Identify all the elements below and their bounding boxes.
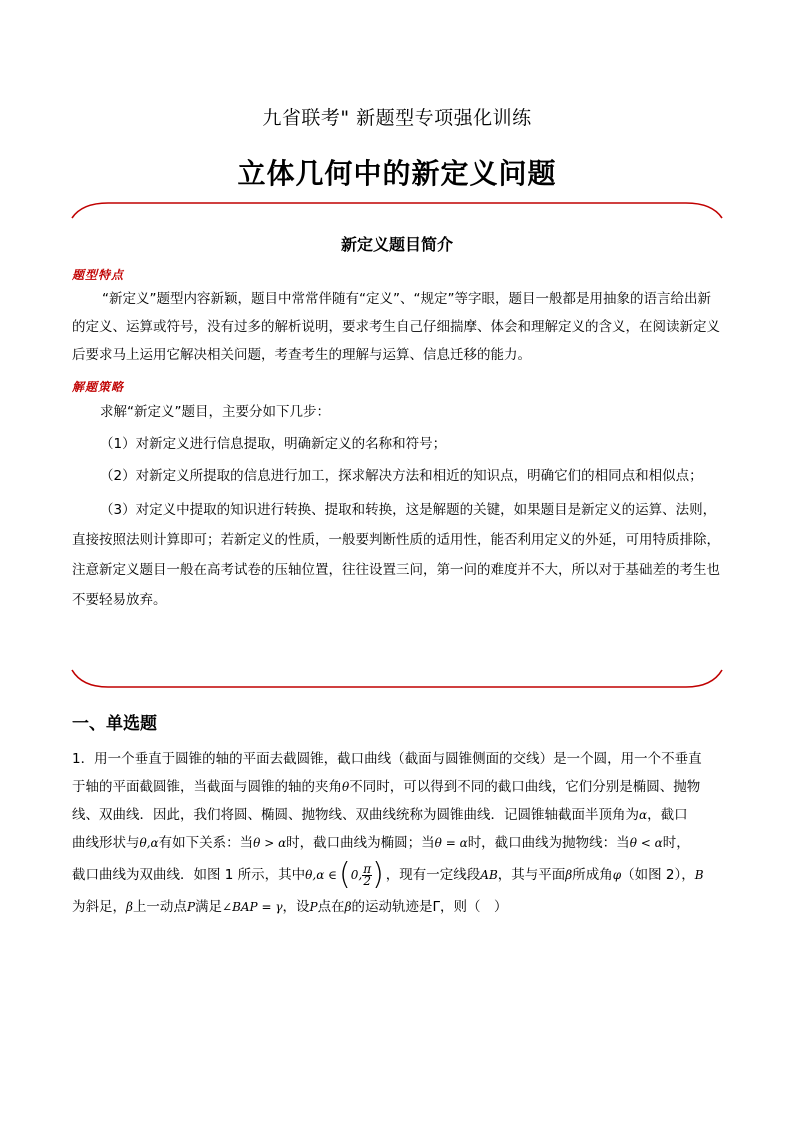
q1-line-2: 于轴的平面截圆锥，当截面与圆锥的轴的夹角θ不同时，可以得到不同的截口曲线，它们分别是椭圆、抛物: [72, 779, 701, 795]
q1-line-3: 线、双曲线．因此，我们将圆、椭圆、抛物线、双曲线统称为圆锥曲线．记圆锥轴截面半顶角为α，截口: [72, 807, 688, 823]
section-heading-single-choice: 一、单选题: [72, 714, 157, 734]
strategy-step-3: （3）对定义中提取的知识进行转换、提取和转换，这是解题的关键，如果题目是新定义的运算、法则，直接按照法则计算即可；若新定义的性质，一般要判断性质的适用性，能否利用定义的外延，可用特质排除，注意新定义题目一般在高考试卷的压轴位置，往往设置三问，第一问的难度并不大，所以对于基础差的考生也不要轻易放弃。: [72, 502, 720, 608]
intro-paragraph-strategy: 求解“新定义”题目，主要分如下几步：: [100, 404, 330, 420]
tag-question-features: 题型特点: [72, 268, 125, 282]
strategy-step-2: （2）对新定义所提取的信息进行加工，探求解决方法和相近的知识点，明确它们的相同点和相似点；: [100, 468, 703, 484]
q1-line-1: 1．用一个垂直于圆锥的轴的平面去截圆锥，截口曲线（截面与圆锥侧面的交线）是一个圆，用一个不垂直: [72, 751, 702, 767]
strategy-step-1: （1）对新定义进行信息提取，明确新定义的名称和符号；: [100, 436, 447, 452]
series-subtitle: 九省联考" 新题型专项强化训练: [262, 107, 532, 129]
question-1: [72, 745, 732, 921]
intro-box-title: 新定义题目简介: [340, 235, 453, 254]
tag-solving-strategy: 解题策略: [72, 380, 125, 394]
page-title: 立体几何中的新定义问题: [237, 157, 557, 190]
intro-paragraph-features: “新定义”题型内容新颖，题目中常常伴随有“定义”、“规定”等字眼，题目一般都是用抽象的语言给出新的定义、运算或符号，没有过多的解析说明，要求考生自己仔细揣摩、体会和理解定义的含义，在阅读新定义后要求马上运用它解决相关问题，考查考生的理解与运算、信息迁移的能力。: [72, 291, 720, 363]
q1-line-4: 曲线形状与θ,α有如下关系：当θ > α时，截口曲线为椭圆；当θ = α时，截口曲线为抛物线：当θ < α时，: [72, 835, 690, 851]
interval-zero-to-half-pi: ( 0, π 2 ): [339, 857, 384, 892]
q1-line-6: 为斜足，β上一动点P满足∠BAP = γ，设P点在β的运动轨迹是Γ，则（ ）: [72, 899, 508, 915]
q1-line-5: 截口曲线为双曲线．如图 1 所示，其中θ,α ∈ ( 0, π 2 ) ，现有一定线段AB，其与平面β所成角φ（如图 2），B: [72, 857, 704, 892]
